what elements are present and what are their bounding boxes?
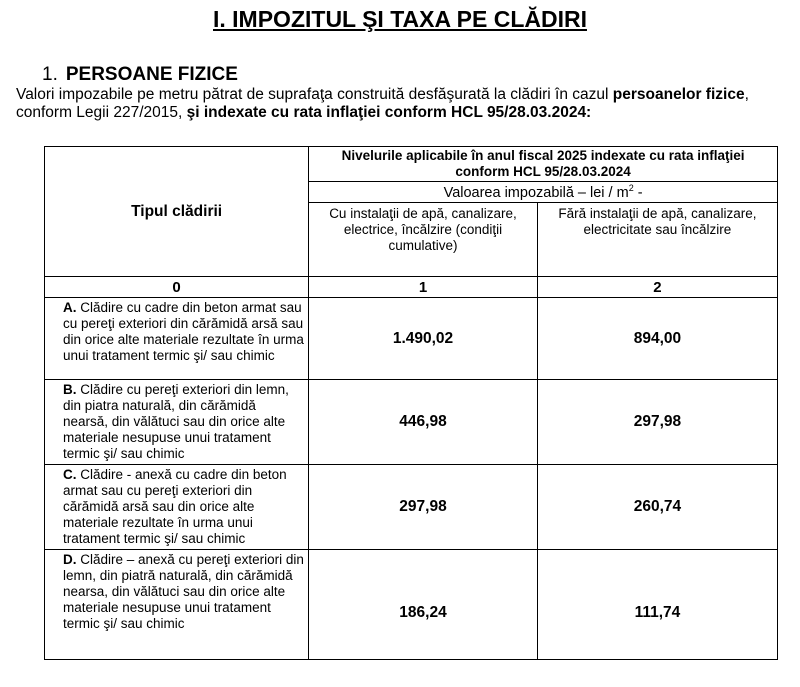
group-header: Nivelurile aplicabile în anul fiscal 2025 indexate cu rata inflaţiei conform HCL 95/28.03.2024 bbox=[309, 147, 778, 182]
index-2: 2 bbox=[537, 277, 777, 298]
row-letter: D. bbox=[63, 552, 77, 567]
intro-part3: , conform Legii 227/2015, bbox=[16, 86, 749, 121]
index-0: 0 bbox=[45, 277, 309, 298]
col0-header: Tipul clădirii bbox=[45, 147, 309, 277]
section-label: PERSOANE FIZICE bbox=[65, 64, 238, 85]
row-text: Clădire cu cadre din beton armat sau cu pereţi exteriori din cărămidă arsă sau din orice alte materiale rezultate în urma unui tratament termic şi/ sau chimic bbox=[63, 300, 304, 363]
value-with-utilities: 186,24 bbox=[309, 550, 538, 660]
row-text: Clădire – anexă cu pereţi exteriori din lemn, din piatră naturală, din cărămidă nearsa, din vălătuci sau din orice alte materiale nesupuse unui tratament termic şi/ sau chimic bbox=[63, 552, 304, 631]
row-letter: C. bbox=[63, 467, 77, 482]
value-with-utilities: 1.490,02 bbox=[309, 298, 538, 380]
row-description bbox=[45, 465, 309, 550]
row-description bbox=[45, 550, 309, 660]
index-row bbox=[45, 277, 778, 298]
page-title-text: I. IMPOZITUL ŞI TAXA PE CLĂDIRI bbox=[213, 6, 587, 32]
index-1: 1 bbox=[309, 277, 538, 298]
intro-part4: şi indexate cu rata inflaţiei conform HCL 95/28.03.2024: bbox=[186, 104, 592, 121]
value-without-utilities: 297,98 bbox=[537, 380, 777, 465]
col1-header: Cu instalaţii de apă, canalizare, electrice, încălzire (condiţii cumulative) bbox=[309, 203, 538, 277]
intro-paragraph bbox=[16, 86, 796, 122]
table-row bbox=[45, 465, 778, 550]
section-heading bbox=[42, 64, 238, 86]
row-letter: B. bbox=[63, 382, 77, 397]
value-with-utilities: 297,98 bbox=[309, 465, 538, 550]
tax-table bbox=[44, 146, 778, 660]
row-letter: A. bbox=[63, 300, 77, 315]
page-title bbox=[0, 6, 800, 33]
table-row bbox=[45, 380, 778, 465]
table-row bbox=[45, 550, 778, 660]
value-without-utilities: 894,00 bbox=[537, 298, 777, 380]
header-row-1 bbox=[45, 147, 778, 182]
section-number: 1. bbox=[42, 64, 58, 85]
row-description bbox=[45, 380, 309, 465]
intro-part1: Valori impozabile pe metru pătrat de suprafaţa construită desfăşurată la clădiri în cazul bbox=[16, 86, 613, 103]
unit-header: Valoarea impozabilă – lei / $m^2$ - bbox=[309, 182, 778, 203]
row-text: Clădire cu pereţi exteriori din lemn, din piatra naturală, din cărămidă nearsă, din vălătuci sau din orice alte materiale nesupuse unui tratament termic şi/ sau chimic bbox=[63, 382, 289, 461]
value-with-utilities: 446,98 bbox=[309, 380, 538, 465]
value-without-utilities: 260,74 bbox=[537, 465, 777, 550]
row-description bbox=[45, 298, 309, 380]
row-text: Clădire - anexă cu cadre din beton armat sau cu pereţi exteriori din cărămidă arsă sau din orice alte materiale rezultate în urma unui tratament termic şi/ sau chimic bbox=[63, 467, 287, 546]
table-row bbox=[45, 298, 778, 380]
col2-header: Fără instalaţii de apă, canalizare, electricitate sau încălzire bbox=[537, 203, 777, 277]
intro-part2: persoanelor fizice bbox=[612, 86, 745, 103]
value-without-utilities: 111,74 bbox=[537, 550, 777, 660]
